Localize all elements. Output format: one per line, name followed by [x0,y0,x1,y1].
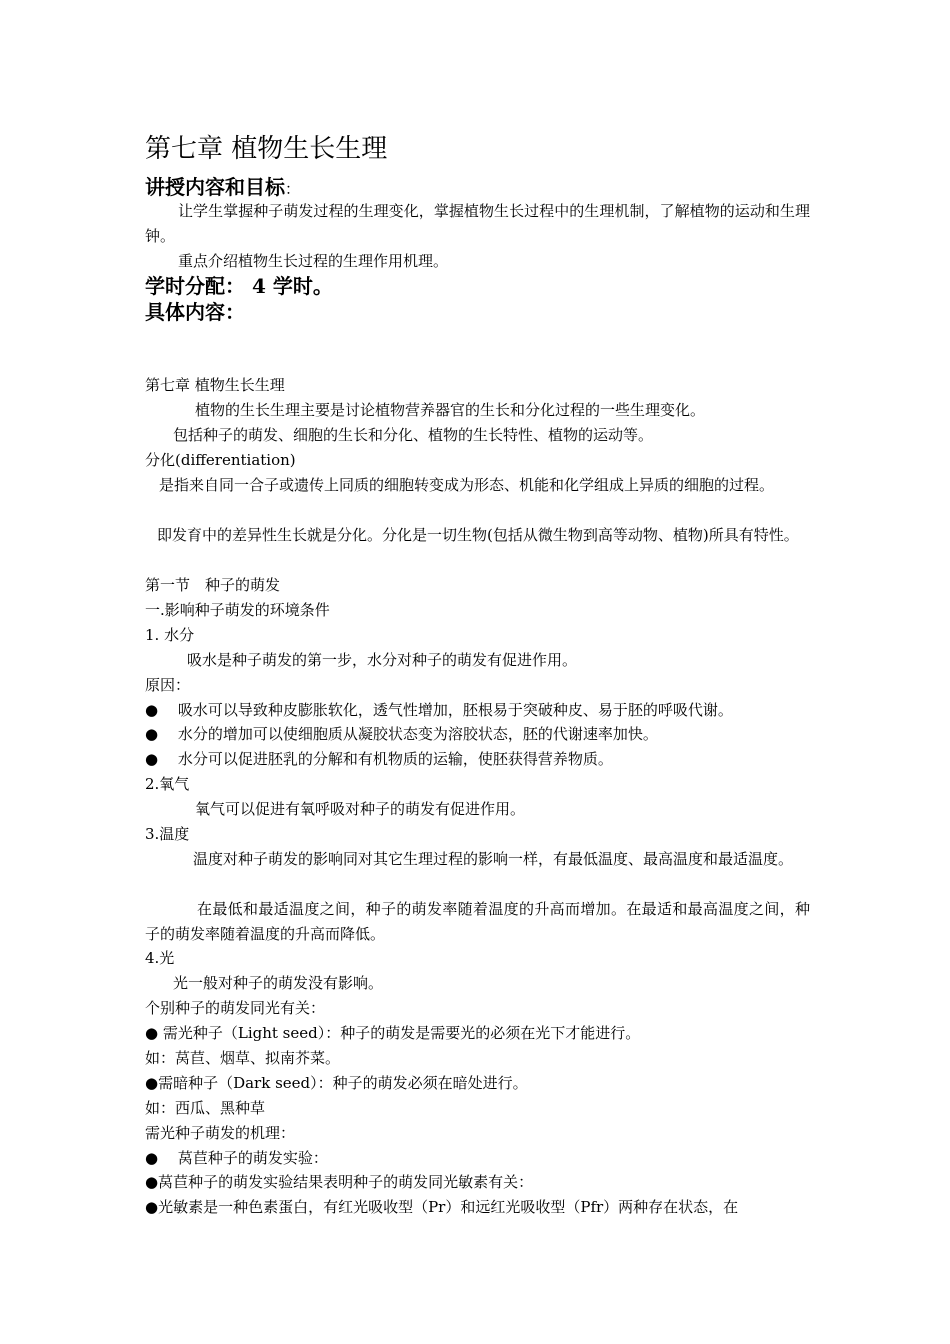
objectives-colon: ： [285,180,301,198]
body-chapter-title: 第七章 植物生长生理 [145,376,285,394]
temperature-text-2: 在最低和最适温度之间，种子的萌发率随着温度的升高而增加。在最适和最高温度之间，种子的萌发率随着温度的升高而降低。 [145,900,810,943]
light-special: 个别种子的萌发同光有关： [145,999,326,1017]
objectives-heading-text: 讲授内容和目标 [145,175,285,199]
light-seed-example: 如：莴苣、烟草、拟南芥菜。 [145,1049,341,1067]
differentiation-definition: 是指来自同一合子或遗传上同质的细胞转变成为形态、机能和化学组成上异质的细胞的过程。 [159,476,775,494]
differentiation-term: 分化(differentiation) [145,451,296,469]
oxygen-title: 2.氧气 [145,775,190,793]
mechanism-label: 需光种子萌发的机理： [145,1124,296,1142]
mechanism-item: ● 莴苣种子的萌发实验： [145,1149,328,1167]
water-title: 1. 水分 [145,626,195,644]
reason-label: 原因： [145,676,191,694]
dark-seed-item: ●需暗种子（Dark seed）：种子的萌发必须在暗处进行。 [145,1074,528,1092]
reason-item: ● 水分的增加可以使细胞质从凝胶状态变为溶胶状态，胚的代谢速率加快。 [145,725,658,743]
temperature-text-1: 温度对种子萌发的影响同对其它生理过程的影响一样，有最低温度、最高温度和最适温度。 [193,850,794,868]
objectives-heading [145,174,810,202]
objectives-paragraph-2: 重点介绍植物生长过程的生理作用机理。 [178,252,449,270]
reason-item: ● 水分可以促进胚乳的分解和有机物质的运输，使胚获得营养物质。 [145,750,613,768]
hours-allocation: 学时分配： 4 学时。 [145,274,333,298]
page-title: 第七章 植物生长生理 [145,134,388,164]
content-heading: 具体内容： [145,300,245,324]
temperature-title: 3.温度 [145,825,190,843]
light-text: 光一般对种子的萌发没有影响。 [173,974,384,992]
differentiation-note: 即发育中的差异性生长就是分化。分化是一切生物(包括从微生物到高等动物、植物)所具有特性。 [157,526,799,544]
intro-paragraph-2: 包括种子的萌发、细胞的生长和分化、植物的生长特性、植物的运动等。 [173,426,654,444]
intro-paragraph-1: 植物的生长生理主要是讨论植物营养器官的生长和分化过程的一些生理变化。 [195,401,706,419]
section-heading: 第一节 种子的萌发 [145,576,281,594]
mechanism-item: ●光敏素是一种色素蛋白，有红光吸收型（Pr）和远红光吸收型（Pfr）两种存在状态，在 [145,1198,739,1216]
mechanism-item: ●莴苣种子的萌发实验结果表明种子的萌发同光敏素有关： [145,1173,534,1191]
subsection-heading: 一.影响种子萌发的环境条件 [145,601,330,619]
light-title: 4.光 [145,949,175,967]
water-text: 吸水是种子萌发的第一步，水分对种子的萌发有促进作用。 [187,651,578,669]
reason-item: ● 吸水可以导致种皮膨胀软化，透气性增加，胚根易于突破种皮、易于胚的呼吸代谢。 [145,701,733,719]
light-seed-item: ● 需光种子（Light seed）：种子的萌发是需要光的必须在光下才能进行。 [145,1024,641,1042]
dark-seed-example: 如：西瓜、黑种草 [145,1099,266,1117]
objectives-paragraph-1: 让学生掌握种子萌发过程的生理变化，掌握植物生长过程中的生理机制，了解植物的运动和生理钟。 [145,202,810,245]
oxygen-text: 氧气可以促进有氧呼吸对种子的萌发有促进作用。 [195,800,526,818]
